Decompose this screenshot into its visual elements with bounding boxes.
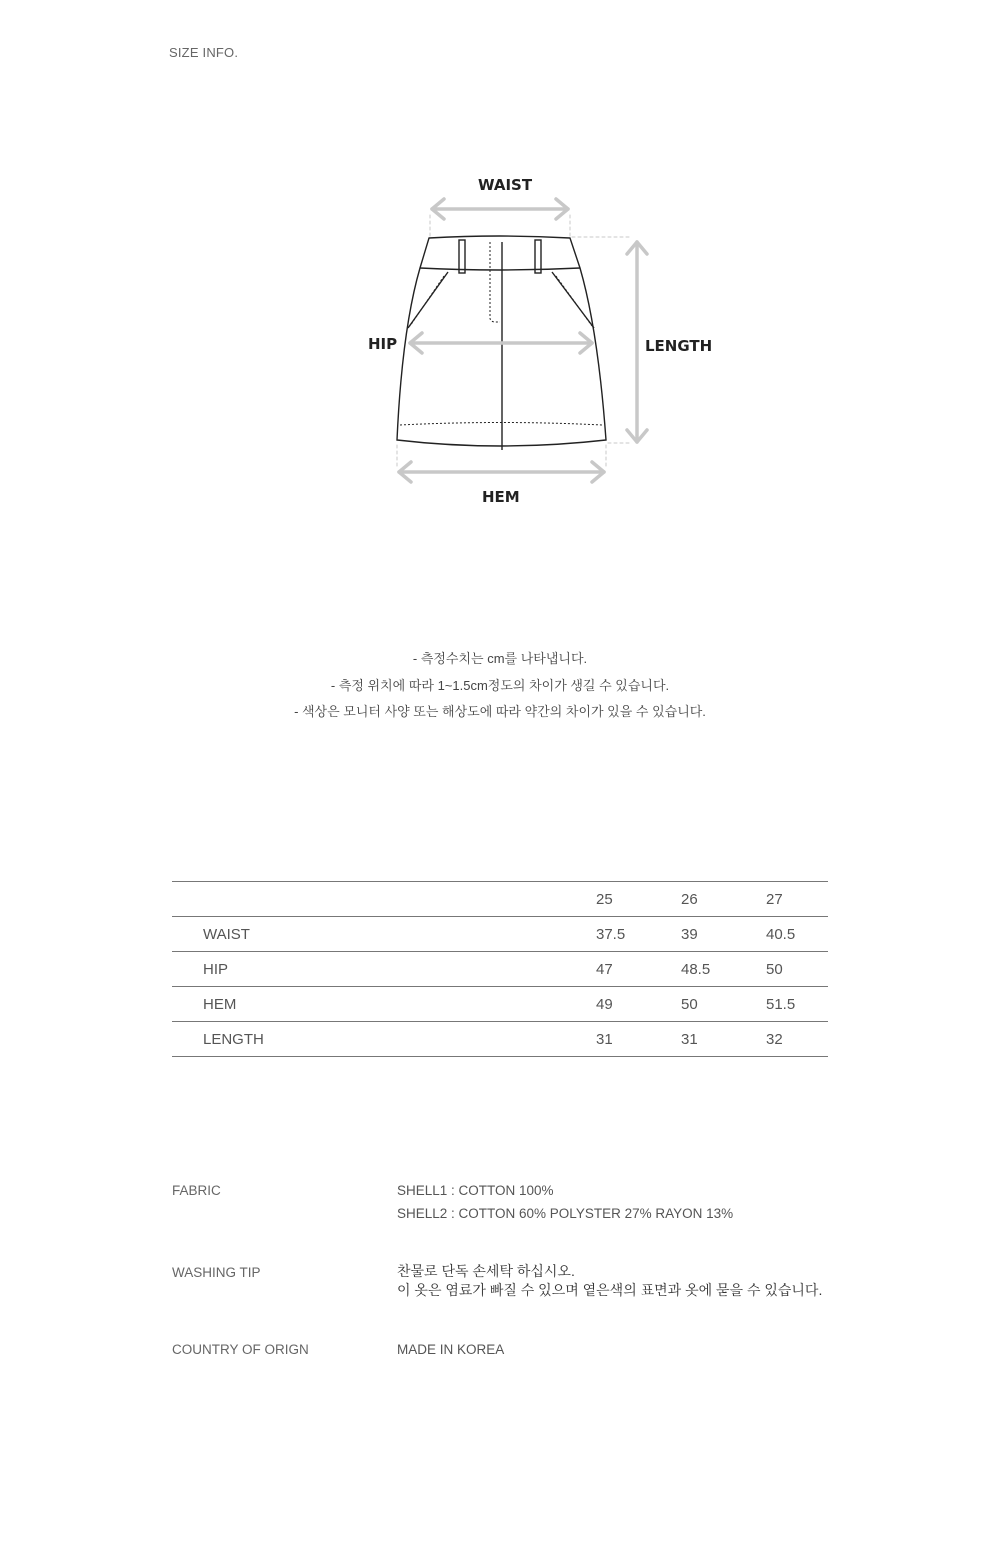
size-table (172, 881, 828, 1057)
size-27-header: 27 (766, 882, 828, 917)
waist-label: WAIST (478, 176, 533, 194)
note-line: - 색상은 모니터 사양 또는 해상도에 따라 약간의 차이가 있을 수 있습니다. (294, 704, 706, 719)
hip-label: HIP (368, 335, 398, 353)
skirt-measurement-diagram (0, 0, 1000, 560)
origin-label: COUNTRY OF ORIGN (172, 1342, 309, 1357)
length-label: LENGTH (645, 337, 713, 355)
note-line: - 측정 위치에 따라 1~1.5cm정도의 차이가 생길 수 있습니다. (330, 677, 670, 693)
size-26-header: 26 (681, 882, 766, 917)
table-row: LENGTH 31 31 32 (172, 1022, 828, 1057)
table-row: HIP 47 48.5 50 (172, 952, 828, 987)
washing-tip-label: WASHING TIP (172, 1265, 261, 1280)
origin-value: MADE IN KOREA (397, 1342, 505, 1357)
fabric-label: FABRIC (172, 1183, 221, 1198)
section-title: SIZE INFO. (169, 45, 239, 60)
hem-label: HEM (482, 488, 520, 506)
table-row: HEM 49 50 51.5 (172, 987, 828, 1022)
fabric-value: SHELL1 : COTTON 100% SHELL2 : COTTON 60% POLYSTER 27% RAYON 13% (397, 1183, 734, 1221)
size-25-header: 25 (596, 882, 681, 917)
note-line: - 측정수치는 cm를 나타냅니다. (412, 651, 588, 666)
table-row: WAIST 37.5 39 40.5 (172, 917, 828, 952)
washing-tip-value: 찬물로 단독 손세탁 하십시오. 이 옷은 염료가 빠질 수 있으며 옅은색의 표면과 옷에 묻을 수 있습니다. (397, 1263, 823, 1298)
measurement-notes (0, 646, 1000, 726)
table-header-row (172, 882, 828, 917)
